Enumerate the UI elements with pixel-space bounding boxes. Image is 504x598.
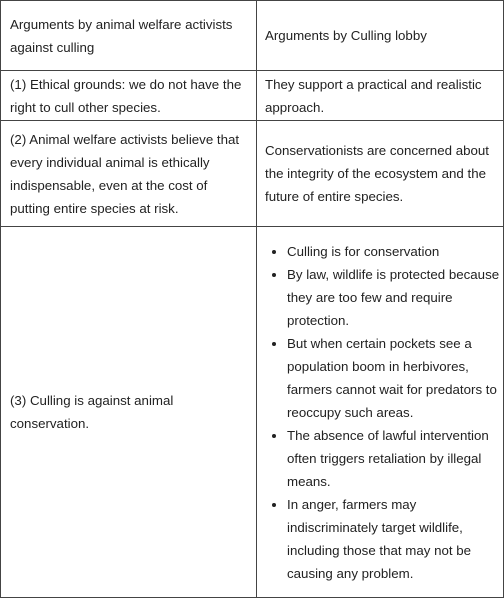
bullet-point: • But when certain pockets see a population boom in herbivores, farmers cannot wait for predators to reoccupy such areas. bbox=[287, 332, 503, 424]
bullet-point: • By law, wildlife is protected because they are too few and require protection. bbox=[287, 263, 503, 332]
bullet-point: • The absence of lawful intervention often triggers retaliation by illegal means. bbox=[287, 424, 503, 493]
bullet-list bbox=[257, 240, 503, 585]
table-cell-left bbox=[1, 71, 257, 121]
table-cell-right bbox=[257, 121, 504, 227]
header-cell-activists bbox=[1, 1, 257, 71]
argument-text: (1) Ethical grounds: we do not have the right to cull other species. bbox=[10, 76, 242, 115]
argument-text: (3) Culling is against animal conservation. bbox=[10, 393, 174, 431]
table-header-row bbox=[1, 1, 504, 71]
header-culling-lobby-label: Arguments by Culling lobby bbox=[265, 28, 427, 43]
table-row bbox=[1, 227, 504, 598]
table-cell-right bbox=[257, 71, 504, 121]
argument-text: They support a practical and realistic approach. bbox=[265, 76, 482, 115]
argument-text: (2) Animal welfare activists believe that every individual animal is ethically indispensable, even at the cost of putting entire species at risk. bbox=[10, 131, 240, 216]
table-row bbox=[1, 71, 504, 121]
table-cell-left bbox=[1, 227, 257, 598]
table-cell-right bbox=[257, 227, 504, 598]
argument-text: Conservationists are concerned about the integrity of the ecosystem and the future of entire species. bbox=[265, 143, 489, 204]
header-cell-culling-lobby bbox=[257, 1, 504, 71]
bullet-point: • Culling is for conservation bbox=[287, 240, 503, 263]
table-row bbox=[1, 121, 504, 227]
bullet-point: • In anger, farmers may indiscriminately target wildlife, including those that may not be causing any problem. bbox=[287, 493, 503, 585]
table-cell-left bbox=[1, 121, 257, 227]
header-activists-label: Arguments by animal welfare activists against culling bbox=[10, 16, 233, 55]
